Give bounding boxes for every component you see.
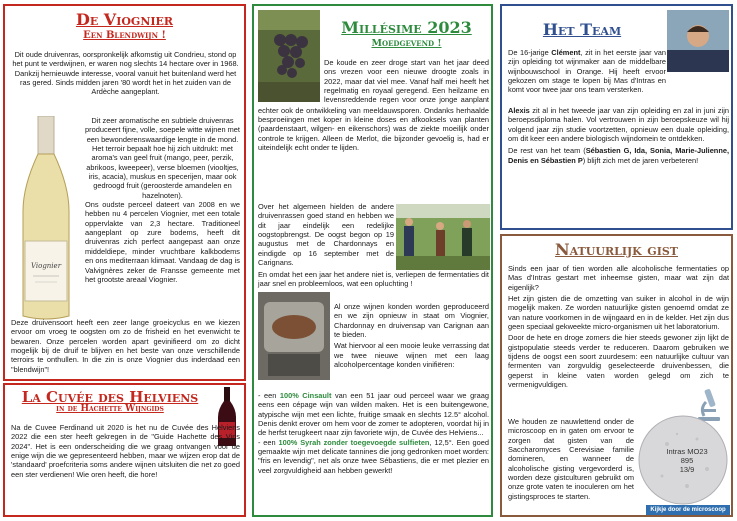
viognier-panel bbox=[3, 4, 246, 381]
team-member-photo bbox=[667, 10, 729, 72]
millesime-subtitle: Moedgevend ! bbox=[371, 38, 442, 49]
cinsault-highlight: 100% Cinsault bbox=[279, 391, 332, 400]
millesime-item-syrah: - een 100% Syrah zonder toegevoegde sulfieten, 12,5°. Een goed gemaakte wijn met delicate tannines die jong gedronken moet worden: "fris en levendig", net als onze twee Sébastiens, die er met plezier en veel zorgvuldigheid aan hebben gewerkt! bbox=[258, 437, 489, 475]
gist-title: Natuurlijk gist bbox=[555, 240, 678, 259]
cellar-photo bbox=[258, 292, 330, 380]
viognier-paragraph-4: Deze druivensoort heeft een zeer lange groeicyclus en we kiezen ervoor om vroeg te oogsten om zo de frisheid en het evenwicht te bewaren. Onze percelen worden apart gevinifieerd om zo dicht mogelijk bij de druif te blijven en het beste van onze verschillende terroirs te onthullen. In die zin is onze Viognier dus inderdaad een "blendwijn"! bbox=[11, 318, 240, 374]
viognier-text bbox=[11, 50, 240, 97]
millesime-panel bbox=[252, 4, 493, 517]
gist-panel bbox=[500, 234, 733, 517]
team-paragraph-2: Alexis zit al in het tweede jaar van zijn opleiding en zal in juni zijn beroepsdiploma halen. Vol vertrouwen in zijn beroepskeuze wil hij volgend jaar zijn studie voortzetten, opnieuw een duale opleiding, om dit keer een andere biologisch wijndomein te ontdekken. bbox=[508, 106, 729, 144]
viognier-subtitle: Een Blendwijn ! bbox=[83, 30, 166, 41]
harvest-photo bbox=[396, 204, 490, 270]
viognier-paragraph-1: Dit oude druivenras, oorspronkelijk afkomstig uit Condrieu, stond op het punt te verdwijnen, er waren nog slechts 14 hectare over in 1968. Dankzij hernieuwde interesse, vooral vanuit het buitenland werd het ras gered. Sinds midden jaren '80 wordt het in het zuiden van de Ardèche aangeplant. bbox=[12, 50, 239, 97]
team-title: Het Team bbox=[542, 20, 622, 39]
cuvee-panel bbox=[3, 383, 246, 517]
dish-label-line-3: 13/9 bbox=[679, 465, 695, 474]
gist-paragraph-3: Door de hete en droge zomers die hier steeds gewoner zijn lijkt de gistpopulatie steeds verder te reduceren. Daarom gebruiken we tijdens de oogst een soort zuurdesem: een natuurlijke cultuur van fermenten van zorgvuldig geselecteerde druivenbessen, die geperst in kleine vaten worden gelegd om zich te vermenigvuldigen. bbox=[508, 333, 729, 390]
dish-label-line-2: 895 bbox=[680, 456, 694, 465]
millesime-paragraph-4: Al onze wijnen konden worden geproduceerd en we zijn opnieuw in staat om Viognier, Chardonnay en druivensap van Carignan aan te bieden. bbox=[334, 302, 489, 340]
cuvee-text: Na de Cuvee Ferdinand uit 2020 is het nu de Cuvée des Helviens 2022 die een ster heeft gekregen in de "Guide Hachette des Vins 2024". Het is een onderscheiding die we graag ontvangen voor de enige wijn die we gepresenteerd hebben, maar we wijzen erop dat de 'standaard' proefcriteria soms andere wijnen uitsluiten die net zo goed een ster verdienen! Wie oren heeft, die hore! bbox=[11, 423, 240, 479]
millesime-paragraph-3: En omdat het een jaar het andere niet is, verliepen de fermentaties dit jaar snel en probleemloos, wat een opluchting ! bbox=[258, 270, 489, 289]
grapes-photo bbox=[258, 10, 320, 102]
team-paragraph-1: De 16-jarige Clément, zit in het eerste jaar van zijn opleiding tot wijnmaker aan de middelbare wijnbouwschool in Orange. Hij heeft ervoor gekozen om stage te lopen bij Mas d'Intras en komt voor twee jaar ons team versterken. bbox=[508, 48, 666, 95]
cuvee-subtitle: in de Hachette Wijngids bbox=[56, 404, 164, 414]
dish-label-line-1: Intras MO23 bbox=[666, 447, 708, 456]
viognier-paragraph-2: Dit zeer aromatische en subtiele druivenras produceert fijne, volle, soepele witte wijnen met een bewonderenswaardige lengte in de mond. Het terroir bepaalt hoe hij zich uitdrukt: met aroma's van geel fruit (mango, peer, perzik, abrikoos, kweepeer), verse bloemen (viooltjes, iris, acacia), muskus en specerijen, maar ook gedroogd fruit (geroosterde amandelen en hazelnoten). bbox=[85, 116, 240, 200]
viognier-bottle-label: Viognier bbox=[30, 262, 62, 270]
cuvee-title: La Cuvée des Helviens bbox=[21, 388, 199, 406]
team-panel bbox=[500, 4, 733, 230]
millesime-paragraph-1: De koude en zeer droge start van het jaar deed ons vrezen voor een nieuwe droogte zoals in 2022, maar dat viel mee. Vanaf half mei heeft het regelmatig en royaal geregend. Een heilzame en levensreddende regen voor onze jonge aanplant bbox=[324, 58, 489, 105]
alexis-name: Alexis bbox=[508, 106, 530, 115]
petri-dish-image bbox=[637, 414, 729, 506]
gist-paragraph-1: Sinds een jaar of tien worden alle alcoholische fermentaties op Mas d'Intras gestart met inheemse gisten, maar wat zijn dat eigenlijk? bbox=[508, 264, 729, 292]
gist-paragraph-4: We houden ze nauwlettend onder de microscoop en in gaten om ervoor te zorgen dat gisten van de Saccharomyces Cerevisiae familie domineren, en wanneer de alcoholische gisting vergevorderd is, worden deze gistculturen gebruikt om onze grote vaten te inoculeren om het gistingsproces te starten. bbox=[508, 417, 634, 501]
millesime-paragraph-5: Wat hiervoor al een mooie leuke verrassing dat we twee nieuwe wijnen met een laag alcoholpercentage konden vinifiëren: bbox=[334, 341, 489, 370]
millesime-paragraph-2: Over het algemeen hielden de andere druivenrassen goed stand en hebben we dit jaar eindelijk een redelijke oogstopbrengst. De oogst begon op 19 augustus met de Chardonnays en eindigde op 16 september met de Carignans. bbox=[258, 202, 394, 268]
millesime-title: Millésime 2023 bbox=[341, 18, 472, 37]
syrah-highlight: 100% Syrah zonder toegevoegde sulfieten bbox=[278, 437, 430, 447]
clement-name: Clément bbox=[551, 48, 581, 57]
microscope-caption: Kijkje door de microscoop bbox=[646, 505, 730, 515]
viognier-title: De Viognier bbox=[75, 10, 174, 29]
viognier-paragraph-3: Ons oudste perceel dateert van 2008 en we hebben nu 4 percelen Viognier, met een totale oppervlakte van 2,3 hectare. Traditioneel aangeplant op zure bodems, heeft dit druivenras zich perfect aangepast aan onze middeldiepe, minder vruchtbare kalkbodems en ons mediterraan klimaat. Vandaag de dag is Valvignères zeker de Fransse gemeente met het grootste areaal Viognier. bbox=[85, 200, 240, 284]
viognier-bottle-image bbox=[11, 116, 81, 321]
team-names: Sébastien G, Ida, Sonia, Marie-Julienne, Denis en Sébastien P bbox=[508, 146, 730, 165]
millesime-paragraph-1-cont: echter ook de ontwikkeling van meeldauwsporen. Ondanks herhaalde besproeiingen met koper in kleine doses en afkooksels van planten (paardenstaart, wilgen- en eikenschors) was de ziekte moeilijk onder controle te krijgen. Alleen de Merlot, die bijzonder gevoelig is, had er uiteindelijk echt onder te lijden. bbox=[258, 106, 489, 153]
team-paragraph-3: De rest van het team (Sébastien G, Ida, Sonia, Marie-Julienne, Denis en Sébastien P) blijft zich met de jaren verbeteren! bbox=[508, 146, 730, 165]
millesime-item-cinsault: - een 100% Cinsault van een 51 jaar oud perceel waar we graag eens een cépage wijn van wilden maken. Het is een buitengewone, atypische wijn met een lichte, fruitige smaak en slechts 12.5° alcohol. Denis denkt erover om hem voor de zomer te adopteren, voordat hij in de herfst terugkeert naar zijn favoriete wijn, de Cuvée des Helviens... bbox=[258, 391, 489, 438]
gist-paragraph-2: Het zijn gisten die de omzetting van suiker in alcohol in de wijn mogelijk maken. Ze worden natuurlijke gisten genoemd omdat ze van nature voorkomen in de wijngaard en in de kelder. Het zijn dus geen speciaal gekweekte micro-organismen uit het laboratorium. bbox=[508, 294, 729, 332]
